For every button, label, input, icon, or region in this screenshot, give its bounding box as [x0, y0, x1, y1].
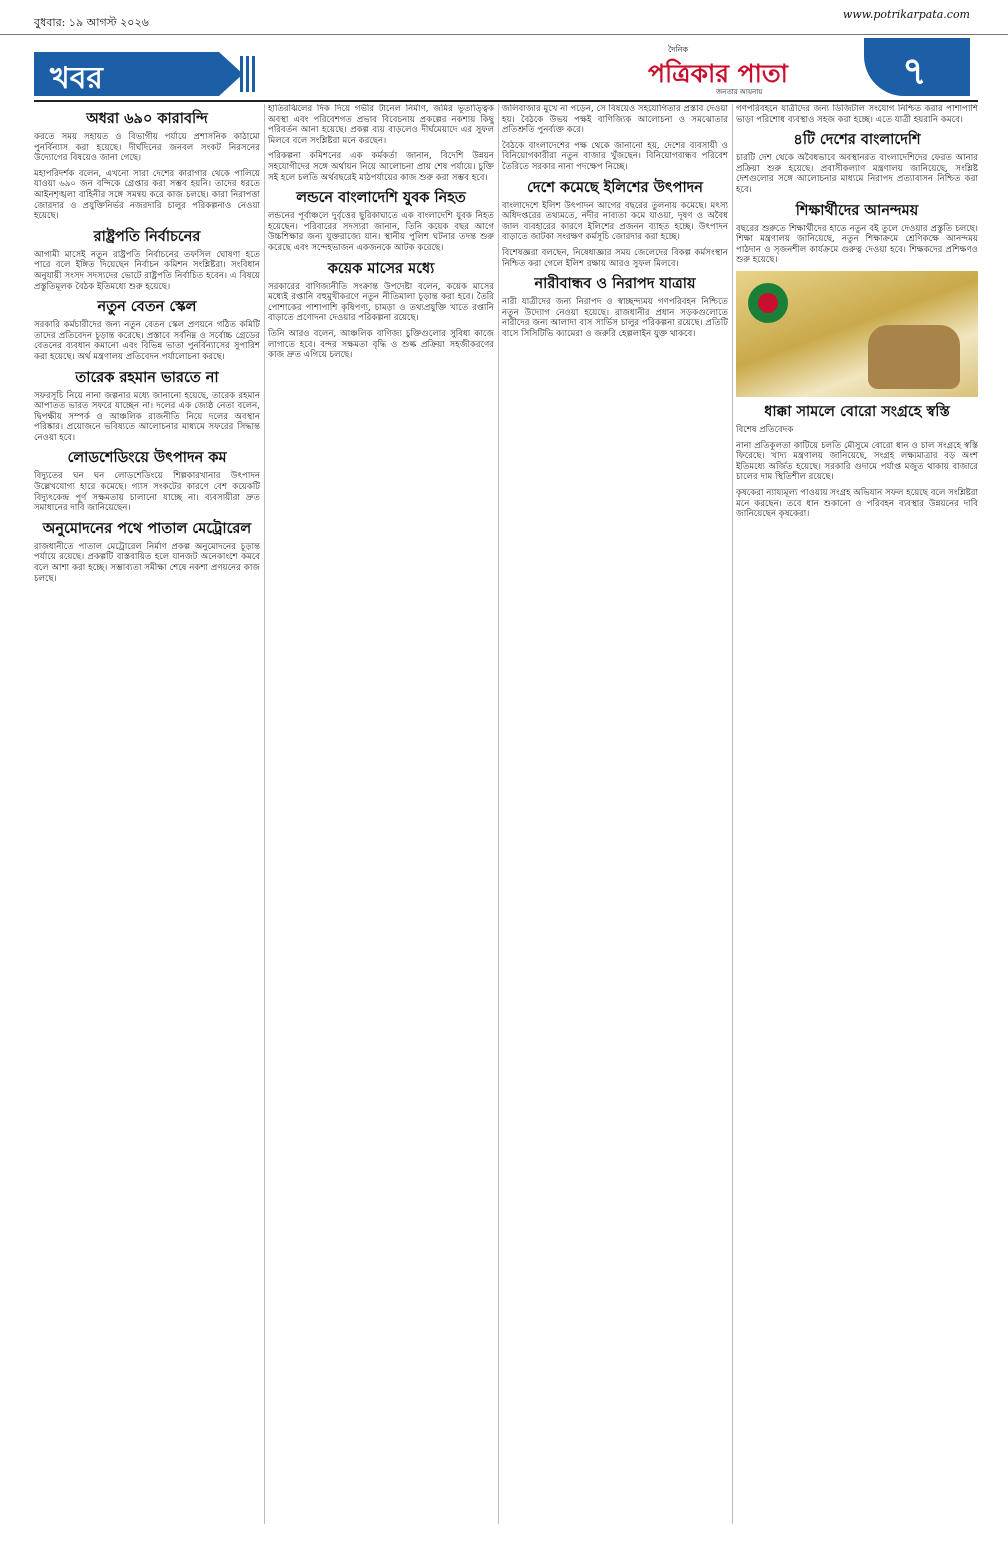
article-text: রাজধানীতে পাতাল মেট্রোরেল নির্মাণ প্রকল্প অনুমোদনের চূড়ান্ত পর্যায়ে রয়েছে। প্রকল্পটি বাস্তবায়িত হলে যানজট অনেকাংশে কমবে বলে আশা করা হচ্ছে। সম্ভাব্যতা সমীক্ষা শেষে নকশা প্রণয়নের কাজ চলছে। [34, 541, 260, 584]
column-2 [268, 104, 494, 1526]
article-text: আগামী মাসেই নতুন রাষ্ট্রপতি নির্বাচনের তফসিল ঘোষণা হতে পারে বলে ইঙ্গিত দিয়েছেন নির্বাচন কমিশন সংশ্লিষ্টরা। সংবিধান অনুযায়ী সংসদ সদস্যদের ভোটে রাষ্ট্রপতি নির্বাচিত হবেন। এ বিষয়ে প্রস্তুতিমূলক বৈঠক ইতিমধ্যে শুরু হয়েছে। [34, 249, 260, 292]
article-text: গণপরিবহনে যাত্রীদের জন্য ডিজিটাল সংযোগ নিশ্চিত করার পাশাপাশি ভাড়া পরিশোধ ব্যবস্থাও সহজ করা হচ্ছে। এতে যাত্রী হয়রানি কমবে। [736, 104, 978, 125]
article-text: কৃষকেরা ন্যায্যমূল্য পাওয়ায় সংগ্রহ অভিযান সফল হয়েছে বলে সংশ্লিষ্টরা মনে করছেন। তবে ধান শুকানো ও পরিবহন ব্যবস্থার উন্নয়নের দাবি জানিয়েছেন কৃষকেরা। [736, 487, 978, 520]
article-text: চারটি দেশ থেকে অবৈধভাবে অবস্থানরত বাংলাদেশিদের ফেরত আনার প্রক্রিয়া শুরু হয়েছে। প্রবাসীকল্যাণ মন্ত্রণালয় জানিয়েছে, সংশ্লিষ্ট দেশগুলোর সঙ্গে আলোচনার মাধ্যমে নিরাপদ প্রত্যাবাসন নিশ্চিত করা হবে। [736, 153, 978, 195]
headline: কয়েক মাসের মধ্যে [327, 260, 435, 277]
page-number-badge [864, 38, 970, 96]
byline: বিশেষ প্রতিবেদক [736, 424, 794, 435]
headline: নারীবান্ধব ও নিরাপদ যাত্রায় [534, 276, 696, 293]
headline: অনুমোদনের পথে পাতাল মেট্রোরেল [42, 520, 252, 537]
government-emblem-icon [748, 283, 788, 323]
article-text: জলিবাজার মুখে না পড়েন, সে বিষয়েও সহযোগিতার প্রস্তাব দেওয়া হয়। বৈঠকে উভয় পক্ষই বাণিজ্যিক আলোচনা ও সমঝোতার প্রতিশ্রুতি পুনর্ব্যক্ত করে। [502, 104, 728, 136]
rice-sack-photo [736, 271, 978, 397]
column-divider [732, 104, 733, 1524]
article-text: বাংলাদেশে ইলিশ উৎপাদন আগের বছরের তুলনায় কমেছে। মৎস্য অধিদপ্তরের তথ্যমতে, নদীর নাব্যতা কমে যাওয়া, দূষণ ও অবৈধ জাল ব্যবহারের কারণে ইলিশের প্রজনন ব্যাহত হচ্ছে। উৎপাদন বাড়াতে জাটকা সংরক্ষণ কর্মসূচি জোরদার করা হচ্ছে। [502, 200, 728, 243]
article-text: নানা প্রতিকূলতা কাটিয়ে চলতি মৌসুমে বোরো ধান ও চাল সংগ্রহে স্বস্তি ফিরেছে। খাদ্য মন্ত্রণালয় জানিয়েছে, সংগ্রহ লক্ষ্যমাত্রার বড় অংশ ইতিমধ্যে অর্জিত হয়েছে। সরকারি গুদামে পর্যাপ্ত মজুত থাকায় বাজারে চালের দাম স্থিতিশীল রয়েছে। [736, 440, 978, 483]
site-url[interactable]: www.potrikarpata.com [842, 8, 970, 21]
column-divider [264, 104, 265, 1524]
article-text: সরকারের বাণিজ্যনীতি সংক্রান্ত উপদেষ্টা বলেন, কয়েক মাসের মধ্যেই রপ্তানি বহুমুখীকরণে নতুন নীতিমালা চূড়ান্ত করা হবে। তৈরি পোশাকের পাশাপাশি কৃষিপণ্য, চামড়া ও তথ্যপ্রযুক্তি খাতে রপ্তানি বাড়াতে প্রণোদনা দেওয়ার পরিকল্পনা রয়েছে। [268, 281, 494, 324]
headline: তারেক রহমান ভারতে না [75, 369, 219, 386]
issue-date: বুধবার: ১৯ আগস্ট ২০২৬ [34, 16, 149, 29]
page-number: ৭ [902, 49, 927, 93]
article-text: বৈঠকে বাংলাদেশের পক্ষ থেকে জানানো হয়, দেশের ব্যবসায়ী ও বিনিয়োগকারীরা নতুন বাজার খুঁজছেন। বিনিয়োগবান্ধব পরিবেশ তৈরিতে সরকার নানা পদক্ষেপ নিচ্ছে। [502, 140, 728, 172]
section-label-box [34, 52, 219, 96]
top-bar [0, 0, 1008, 35]
article-text: সরকারি কর্মচারীদের জন্য নতুন বেতন স্কেল প্রণয়নে গঠিত কমিটি তাদের প্রতিবেদন চূড়ান্ত করেছে। প্রস্তাবে সর্বনিম্ন ও সর্বোচ্চ গ্রেডের বেতনের ব্যবধান কমানো এবং বিভিন্ন ভাতা পুনর্বিন্যাসের সুপারিশ করা হয়েছে। অর্থ মন্ত্রণালয় প্রতিবেদন পর্যালোচনা করছে। [34, 320, 260, 362]
article-text: বিদ্যুতের ঘন ঘন লোডশেডিংয়ে শিল্পকারখানার উৎপাদন উল্লেখযোগ্য হারে কমেছে। গ্যাস সংকটের কারণে বেশ কয়েকটি বিদ্যুৎকেন্দ্র পূর্ণ সক্ষমতায় চালানো যাচ্ছে না। ব্যবসায়ীরা দ্রুত সমাধানের দাবি জানিয়েছেন। [34, 471, 260, 514]
logo-name: পত্রিকার পাতা [648, 59, 788, 88]
column-3 [502, 104, 728, 1526]
article-text: তিনি আরও বলেন, আঞ্চলিক বাণিজ্য চুক্তিগুলোর সুবিধা কাজে লাগাতে হবে। বন্দর সক্ষমতা বৃদ্ধি ও শুল্ক প্রক্রিয়া সহজীকরণের কাজ দ্রুত এগিয়ে চলছে। [268, 328, 494, 361]
headline: ধাক্কা সামলে বোরো সংগ্রহে স্বস্তি [764, 403, 950, 420]
section-title: খবর [50, 61, 103, 96]
headline: দেশে কমেছে ইলিশের উৎপাদন [527, 179, 703, 196]
headline: শিক্ষার্থীদের আনন্দময় [795, 202, 919, 219]
headline: অধরা ৬৯০ কারাবন্দি [86, 111, 208, 127]
headline: লন্ডনে বাংলাদেশি যুবক নিহত [296, 190, 466, 207]
article-text: মহাপরিদর্শক বলেন, এখনো সারা দেশের কারাগার থেকে পালিয়ে যাওয়া ৬৯০ জন বন্দিকে গ্রেপ্তার করা সম্ভব হয়নি। তাদের ধরতে আইনশৃঙ্খলা বাহিনীর সঙ্গে সমন্বয় করে কাজ চলছে। কারা নিরাপত্তা জোরদার ও প্রযুক্তিনির্ভর নজরদারি চালুর পরিকল্পনাও নেওয়া হয়েছে। [34, 168, 260, 222]
headline: নতুন বেতন স্কেল [97, 299, 197, 316]
article-text: হাতিরঝিলের দিক দিয়ে গভীর টানেল নির্মাণ, জমির ভূতাত্ত্বিক অবস্থা এবং পরিবেশগত প্রভাব বিবেচনায় প্রকল্পের নকশায় কিছু পরিবর্তন আনা হয়েছে। প্রকল্প ব্যয় বাড়লেও দীর্ঘমেয়াদে এর সুফল মিলবে বলে সংশ্লিষ্টরা মনে করছেন। [268, 104, 494, 146]
article-text: লন্ডনের পূর্বাঞ্চলে দুর্বৃত্তের ছুরিকাঘাতে এক বাংলাদেশি যুবক নিহত হয়েছেন। পরিবারের সদস্যরা জানান, তিনি কয়েক বছর আগে উচ্চশিক্ষার জন্য যুক্তরাজ্যে যান। স্থানীয় পুলিশ ঘটনার তদন্ত শুরু করেছে এবং সন্দেহভাজন একজনকে আটক করেছে। [268, 211, 494, 253]
stripes-decoration-icon [240, 56, 258, 92]
article-text: বিশেষজ্ঞরা বলছেন, নিষেধাজ্ঞার সময় জেলেদের বিকল্প কর্মসংস্থান নিশ্চিত করা গেলে ইলিশ রক্ষায় আরও সুফল মিলবে। [502, 247, 728, 269]
logo-tagline: জনতার আয়নায় [716, 88, 763, 96]
headline: রাষ্ট্রপতি নির্বাচনের [93, 228, 201, 245]
column-1 [34, 104, 260, 1526]
article-text: পরিকল্পনা কমিশনের এক কর্মকর্তা জানান, বিদেশি উন্নয়ন সহযোগীদের সঙ্গে অর্থায়ন নিয়ে আলোচনা প্রায় শেষ পর্যায়ে। চুক্তি সই হলে চলতি অর্থবছরেই মাঠপর্যায়ের কাজ শুরু করা সম্ভব হবে। [268, 151, 494, 183]
section-banner [34, 38, 978, 102]
newspaper-logo [640, 44, 828, 96]
article-text: করতে সময় সহায়ত ও বিভাগীয় পর্যায়ে প্রশাসনিক কাঠামো পুনর্বিন্যাস করা হয়েছে। দীর্ঘদিনের জনবল সংকট নিরসনের উদ্যোগের বিষয়েও জানা গেছে। [34, 132, 260, 164]
headline: ৪টি দেশের বাংলাদেশি [793, 132, 921, 149]
logo-small-text: দৈনিক [668, 45, 689, 54]
headline: লোডশেডিংয়ে উৎপাদন কম [67, 450, 227, 467]
rice-sack-icon [868, 325, 960, 389]
article-text: সফরসূচি নিয়ে নানা জল্পনার মধ্যে জানানো হয়েছে, তারেক রহমান আপাতত ভারত সফরে যাচ্ছেন না। দলের এক জ্যেষ্ঠ নেতা বলেন, দ্বিপক্ষীয় সম্পর্ক ও আঞ্চলিক রাজনীতি নিয়ে দলের অবস্থান পরিষ্কার। প্রয়োজনে ভবিষ্যতে আলোচনার মাধ্যমে সফরের সিদ্ধান্ত নেওয়া হবে। [34, 390, 260, 443]
article-text: বছরের শুরুতে শিক্ষার্থীদের হাতে নতুন বই তুলে দেওয়ার প্রস্তুতি চলছে। শিক্ষা মন্ত্রণালয় জানিয়েছে, নতুন শিক্ষাক্রমে শ্রেণিকক্ষে আনন্দময় পাঠদান ও সৃজনশীল কার্যক্রমে গুরুত্ব দেওয়া হবে। শিক্ষকদের প্রশিক্ষণও শুরু হয়েছে। [736, 223, 978, 266]
article-text: নারী যাত্রীদের জন্য নিরাপদ ও স্বাচ্ছন্দ্যময় গণপরিবহন নিশ্চিতে নতুন উদ্যোগ নেওয়া হয়েছে। রাজধানীর প্রধান সড়কগুলোতে নারীদের জন্য আলাদা বাস সার্ভিস চালুর পরিকল্পনা রয়েছে। প্রতিটি বাসে সিসিটিভি ক্যামেরা ও জরুরি হেল্পলাইন যুক্ত থাকবে। [502, 297, 728, 339]
column-divider [498, 104, 499, 1524]
column-4 [736, 104, 978, 1526]
